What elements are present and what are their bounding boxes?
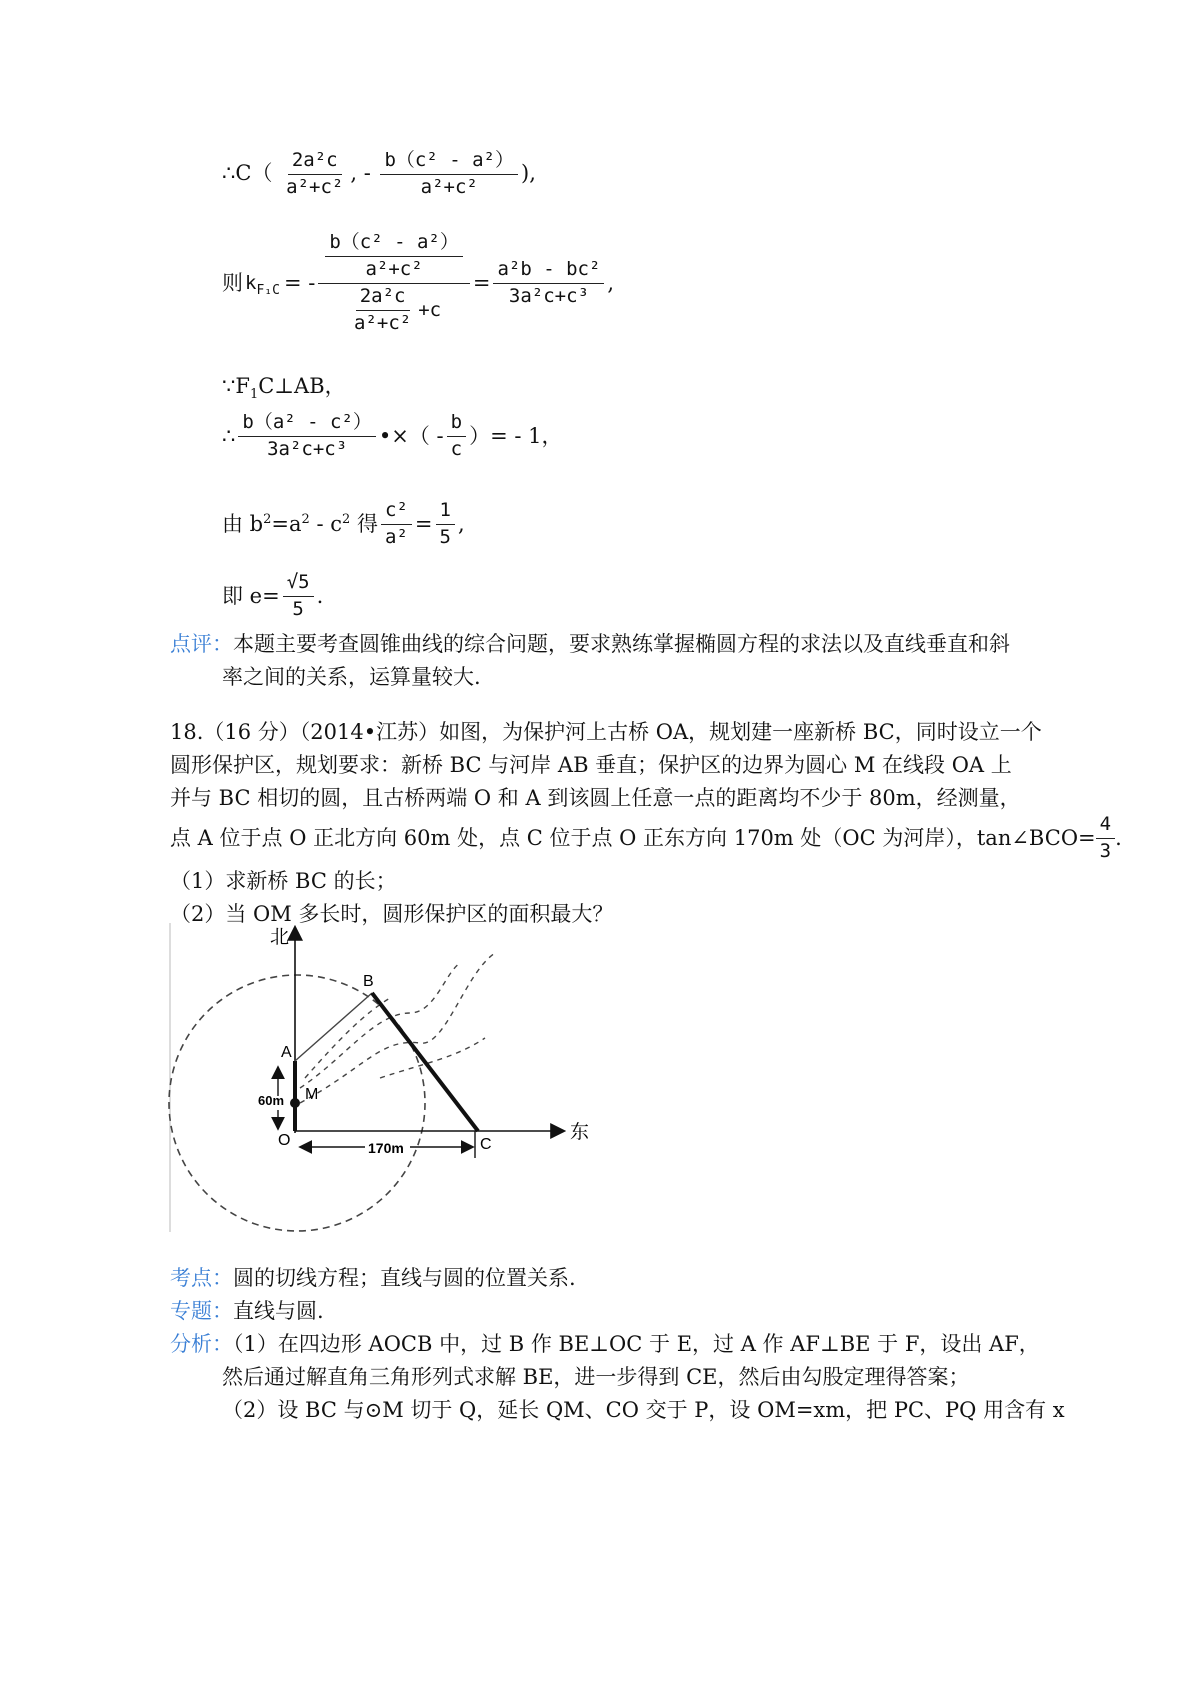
new-bridge-bc [372, 993, 478, 1131]
slope-inner-top-den: a²+c² [365, 257, 423, 280]
label-c: C [480, 1136, 492, 1153]
label-east: 东 [570, 1121, 590, 1143]
plus-c: +c [418, 298, 442, 321]
tan-num: 4 [1096, 814, 1115, 839]
point-c-label: C（ [235, 160, 273, 185]
river-line-3 [305, 998, 390, 1078]
one-fifth-num: 1 [436, 500, 455, 525]
because-text: ∵F [222, 374, 250, 398]
c-x-fraction [282, 150, 347, 199]
slope-comma: , [607, 270, 615, 295]
de-text: 得 [350, 511, 378, 536]
b-over-c-fraction [447, 412, 466, 461]
kaodian-label: 考点： [170, 1266, 233, 1290]
solution-line-perpendicular [222, 374, 346, 403]
slope-inner-bottom-den: a²+c² [354, 311, 412, 334]
ji-text: 即 e= [222, 583, 280, 608]
therefore-symbol: ∴ [222, 160, 236, 185]
label-north: 北 [270, 926, 290, 948]
solution-line-c-coordinates [222, 150, 536, 199]
ze-text: 则 [222, 270, 243, 295]
c-x-numerator: 2a²c [288, 150, 342, 175]
tan-fraction [1096, 814, 1115, 863]
equals-minus: = - [283, 270, 316, 295]
ratio-comma: , [457, 511, 465, 536]
sup-2: 2 [301, 511, 310, 527]
c2-over-a2-fraction [381, 500, 412, 549]
product-end: ）= - 1， [469, 423, 563, 448]
slope-inner-bottom-num: 2a²c [356, 286, 410, 311]
problem-line-2: 圆形保护区，规划要求：新桥 BC 与河岸 AB 垂直；保护区的边界为圆心 M 在线段 OA 上 [170, 753, 1012, 777]
question-2: （2）当 OM 多长时，圆形保护区的面积最大？ [170, 902, 614, 926]
slope-result-fraction [493, 259, 604, 308]
c-y-fraction [380, 150, 518, 199]
slope-result-num: a²b - bc² [493, 259, 604, 284]
analysis-block [170, 1262, 1150, 1427]
label-m: M [305, 1086, 319, 1103]
one-fifth-den: 5 [439, 525, 451, 548]
label-a: A [281, 1044, 292, 1061]
eccentricity-num: √5 [283, 572, 314, 597]
problem-line-3: 并与 BC 相切的圆，且古桥两端 O 和 A 到该圆上任意一点的距离均不少于 80m，经测量， [170, 786, 1021, 810]
zhuanti-label: 专题： [170, 1299, 233, 1323]
slope-inner-top-fraction [325, 232, 463, 281]
fenxi-line-1: （1）在四边形 AOCB 中，过 B 作 BE⊥OC 于 E，过 A 作 AF⊥BE 于 F，设出 AF， [233, 1332, 1040, 1356]
one-fifth-fraction [436, 500, 455, 549]
eccentricity-dot: . [316, 583, 324, 608]
river-line-2 [300, 963, 460, 1088]
comment-label: 点评： [170, 632, 233, 656]
fenxi-label: 分析： [170, 1332, 233, 1356]
product-times: •×（ - [378, 423, 444, 448]
because-rest: C⊥AB， [258, 374, 346, 398]
because-subscript: 1 [249, 387, 259, 403]
c-close: ), [521, 160, 536, 185]
ratio-lead [222, 511, 378, 536]
you-mid: =a [271, 511, 302, 536]
b-over-c-num: b [447, 412, 466, 437]
eccentricity-den: 5 [292, 597, 304, 620]
product-num: b（a² - c²） [238, 412, 376, 437]
problem-line-4-row [170, 812, 1150, 862]
solution-line-eccentricity [222, 572, 323, 621]
comma-minus: , - [350, 160, 371, 185]
ratio-equals: = [414, 511, 433, 536]
question-1: （1）求新桥 BC 的长； [170, 869, 397, 893]
zhuanti-text: 直线与圆. [233, 1299, 324, 1323]
solution-line-product [222, 412, 563, 461]
bridge-figure [165, 918, 625, 1238]
eccentricity-fraction [283, 572, 314, 621]
c-x-denominator: a²+c² [286, 175, 344, 198]
product-den: 3a²c+c³ [267, 437, 348, 460]
label-o: O [278, 1132, 291, 1149]
slope-subscript: F₁C [256, 282, 280, 298]
comment-line-2: 率之间的关系，运算量较大. [222, 665, 481, 689]
product-fraction [238, 412, 376, 461]
you-mid2: - c [309, 511, 343, 536]
slope-inner-top-num: b（c² - a²） [325, 232, 463, 257]
you-text: 由 b [222, 511, 264, 536]
solution-line-slope [222, 232, 614, 334]
kaodian-text: 圆的切线方程；直线与圆的位置关系. [233, 1266, 576, 1290]
slope-complex-fraction [318, 232, 470, 334]
label-170m: 170m [368, 1140, 404, 1156]
segment-ab [295, 993, 372, 1061]
center-m-point [290, 1098, 300, 1108]
c-y-numerator: b（c² - a²） [380, 150, 518, 175]
slope-k: k [245, 271, 257, 294]
b-over-c-den: c [450, 437, 463, 460]
c-y-denominator: a²+c² [420, 175, 478, 198]
therefore-symbol-2: ∴ [222, 423, 236, 448]
tan-den: 3 [1099, 839, 1112, 862]
sup-1: 2 [263, 511, 272, 527]
ratio-num: c² [381, 500, 412, 525]
label-60m: 60m [258, 1093, 285, 1108]
slope-result-den: 3a²c+c³ [508, 284, 589, 307]
slope-symbol [245, 271, 280, 298]
slope-complex-denominator [343, 284, 445, 335]
fenxi-line-2: 然后通过解直角三角形列式求解 BE，进一步得到 CE，然后由勾股定理得答案； [222, 1365, 970, 1389]
equals-sign: = [472, 270, 491, 295]
solution-line-ratio [222, 500, 465, 549]
problem-line-1: 18.（16 分）（2014•江苏）如图，为保护河上古桥 OA，规划建一座新桥 BC，同时设立一个 [170, 720, 1042, 744]
fenxi-line-3: （2）设 BC 与⊙M 切于 Q，延长 QM、CO 交于 P，设 OM=xm，把 PC、PQ 用含有 x [222, 1398, 1065, 1422]
sup-3: 2 [342, 511, 351, 527]
slope-complex-numerator [318, 232, 470, 284]
label-b: B [363, 973, 374, 990]
comment-line-1: 本题主要考查圆锥曲线的综合问题，要求熟练掌握椭圆方程的求法以及直线垂直和斜 [233, 632, 1010, 656]
tan-dot: . [1115, 825, 1122, 850]
ratio-den: a² [385, 525, 408, 548]
problem-18-block [170, 716, 1150, 931]
problem-line-4: 点 A 位于点 O 正北方向 60m 处，点 C 位于点 O 正东方向 170m 处（OC 为河岸），tan∠BCO= [170, 825, 1096, 850]
comment-block [170, 628, 1130, 694]
slope-inner-bottom-fraction [350, 286, 415, 335]
